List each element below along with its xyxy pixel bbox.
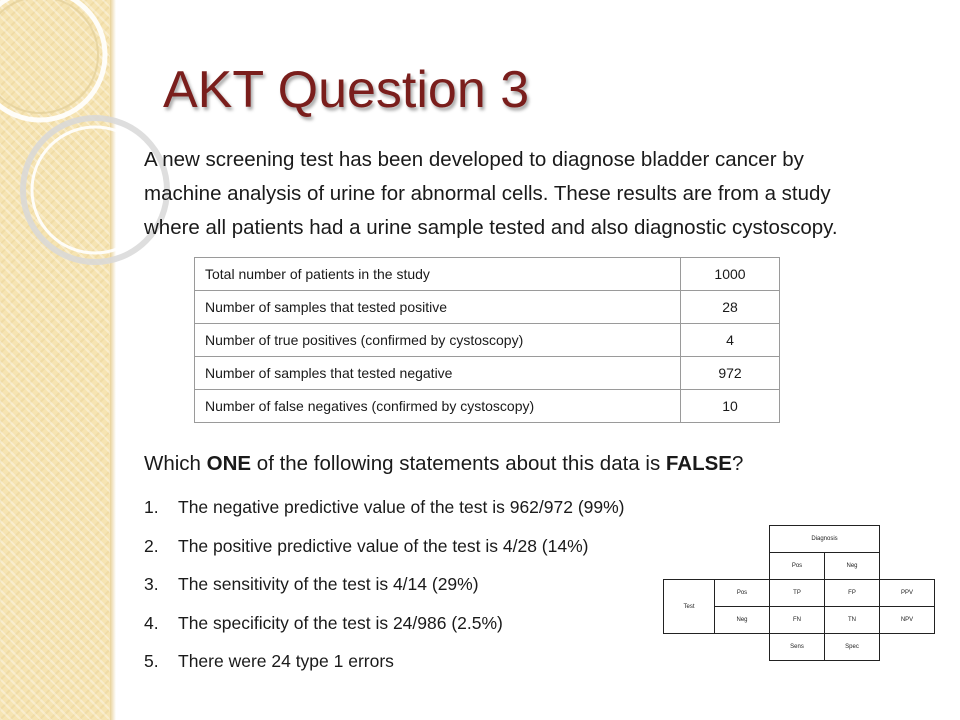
grid-diag-pos: Pos <box>770 553 825 580</box>
prompt-middle: of the following statements about this data is <box>251 452 666 475</box>
option-number: 3. <box>144 574 159 594</box>
grid-sens: Sens <box>770 634 825 661</box>
slide-title: AKT Question 3 <box>163 61 530 119</box>
option-2[interactable] <box>144 536 625 575</box>
option-number: 2. <box>144 535 159 556</box>
grid-fn: FN <box>770 607 825 634</box>
option-text: The positive predictive value of the test is 4/28 (14%) <box>178 535 589 556</box>
option-4[interactable] <box>144 613 625 652</box>
question-prompt <box>144 452 743 476</box>
grid-ppv: PPV <box>880 580 935 607</box>
grid-test-header: Test <box>664 580 715 634</box>
grid-test-pos: Pos <box>715 580 770 607</box>
grid-fp: FP <box>825 580 880 607</box>
row-value: 4 <box>681 324 780 357</box>
option-text: The specificity of the test is 24/986 (2.5%) <box>178 612 503 633</box>
prompt-prefix: Which <box>144 452 207 475</box>
row-label: Number of false negatives (confirmed by cystoscopy) <box>195 390 681 423</box>
table-row <box>195 291 780 324</box>
prompt-suffix: ? <box>731 452 744 475</box>
grid-diag-neg: Neg <box>825 553 880 580</box>
grid-spec: Spec <box>825 634 880 661</box>
option-number: 4. <box>144 612 159 633</box>
option-text: The sensitivity of the test is 4/14 (29%) <box>178 574 479 594</box>
row-value: 28 <box>681 291 780 324</box>
grid-tp: TP <box>770 580 825 607</box>
option-number: 5. <box>144 651 159 671</box>
row-value: 1000 <box>681 258 780 291</box>
table-row <box>195 258 780 291</box>
row-label: Number of true positives (confirmed by cystoscopy) <box>195 324 681 357</box>
answer-options <box>144 497 625 690</box>
row-label: Number of samples that tested negative <box>195 357 681 390</box>
two-by-two-grid <box>663 525 935 661</box>
grid-npv: NPV <box>880 607 935 634</box>
row-label: Number of samples that tested positive <box>195 291 681 324</box>
grid-test-neg: Neg <box>715 607 770 634</box>
prompt-emphasis-one: ONE <box>206 452 252 475</box>
table-row <box>195 324 780 357</box>
prompt-emphasis-false: FALSE <box>665 452 732 475</box>
grid-diagnosis-header: Diagnosis <box>770 526 880 553</box>
table-row <box>195 390 780 423</box>
study-data-table <box>194 257 780 423</box>
row-label: Total number of patients in the study <box>195 258 681 291</box>
table-row <box>195 357 780 390</box>
grid-tn: TN <box>825 607 880 634</box>
option-number: 1. <box>144 497 159 517</box>
option-1[interactable] <box>144 497 625 536</box>
option-text: There were 24 type 1 errors <box>178 651 394 671</box>
option-5[interactable] <box>144 651 625 690</box>
row-value: 10 <box>681 390 780 423</box>
question-intro: A new screening test has been developed to diagnose bladder cancer by machine analysis of urine for abnormal cells. These results are from a study where all patients had a urine sample tested and also diagnostic cystoscopy. <box>144 148 838 239</box>
option-3[interactable] <box>144 574 625 613</box>
option-text: The negative predictive value of the test is 962/972 (99%) <box>178 497 625 517</box>
row-value: 972 <box>681 357 780 390</box>
